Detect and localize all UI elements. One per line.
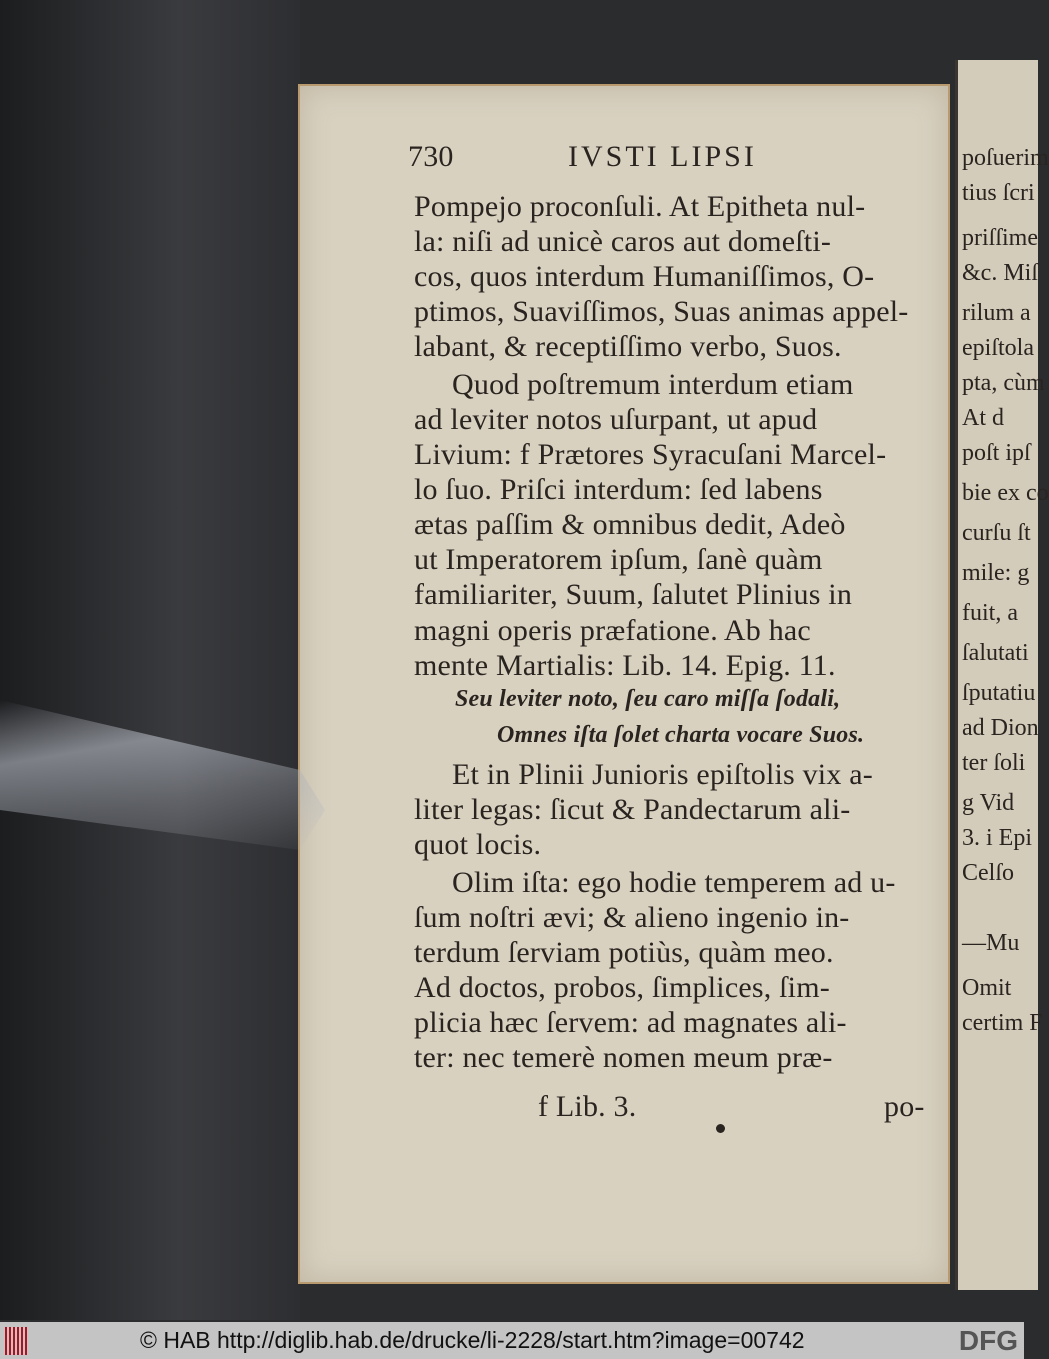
text-line: la: niſi ad unicè caros aut domeſti-: [414, 225, 832, 258]
page-number: 730: [408, 140, 454, 173]
facing-page-line: poſt ipſ: [962, 440, 1031, 466]
facing-page-line: mile: g: [962, 560, 1030, 586]
facing-page-line: g Vid: [962, 790, 1015, 816]
facing-page-line: priſſime: [962, 225, 1038, 251]
facing-page-line: Omit: [962, 975, 1012, 1001]
facing-page-line: poſuerim: [962, 145, 1049, 171]
text-line: Et in Plinii Junioris epiſtolis vix a-: [452, 758, 873, 791]
text-line: familiariter, Suum, ſalutet Plinius in: [414, 578, 853, 611]
hab-logo-icon: [5, 1327, 27, 1355]
footer-bar: [0, 1322, 1024, 1359]
facing-page-line: rilum a: [962, 300, 1031, 326]
text-line: magni operis præfatione. Ab hac: [414, 614, 811, 647]
facing-page-line: ſalutati: [962, 640, 1029, 666]
text-line: quot locis.: [414, 828, 542, 861]
text-line: terdum ſerviam potiùs, quàm meo.: [414, 936, 834, 969]
background-left: [0, 0, 300, 1320]
text-line: lo ſuo. Priſci interdum: ſed labens: [414, 473, 823, 506]
facing-page-line: curſu ſt: [962, 520, 1031, 546]
text-line: Omnes iſta ſolet charta vocare Suos.: [497, 722, 865, 748]
text-line: ætas paſſim & omnibus dedit, Adeò: [414, 508, 846, 541]
text-line: cos, quos interdum Humaniſſimos, O-: [414, 260, 875, 293]
facing-page-line: ſputatiu: [962, 680, 1036, 706]
text-line: Ad doctos, probos, ſimplices, ſim-: [414, 971, 830, 1004]
facing-page-line: &c. Miſ: [962, 260, 1038, 286]
text-line: liter legas: ſicut & Pandectarum ali-: [414, 793, 851, 826]
text-line: ter: nec temerè nomen meum præ-: [414, 1041, 833, 1074]
facing-page-line: ad Dion: [962, 715, 1039, 741]
footnote: f Lib. 3.: [538, 1090, 637, 1123]
text-line: ſum noſtri ævi; & alieno ingenio in-: [414, 901, 850, 934]
facing-page-line: tius ſcri: [962, 180, 1035, 206]
text-line: mente Martialis: Lib. 14. Epig. 11.: [414, 649, 836, 682]
catchword: po-: [884, 1090, 925, 1123]
text-line: ad leviter notos uſurpant, ut apud: [414, 403, 818, 436]
facing-page-line: fuit, a: [962, 600, 1018, 626]
text-line: Olim iſta: ego hodie temperem ad u-: [452, 866, 896, 899]
text-line: plicia hæc ſervem: ad magnates ali-: [414, 1006, 847, 1039]
facing-page-line: —Mu: [962, 930, 1020, 956]
text-line: ut Imperatorem ipſum, ſanè quàm: [414, 543, 823, 576]
facing-page-line: At d: [962, 405, 1004, 431]
text-line: ptimos, Suaviſſimos, Suas animas appel-: [414, 295, 909, 328]
facing-page-line: bie ex co: [962, 480, 1049, 506]
facing-page-line: ter ſoli: [962, 750, 1026, 776]
text-line: labant, & receptiſſimo verbo, Suos.: [414, 330, 842, 363]
text-line: Quod poſtremum interdum etiam: [452, 368, 854, 401]
facing-page-line: certim F: [962, 1010, 1043, 1036]
dfg-logo: DFG: [958, 1325, 1018, 1356]
footer-credit[interactable]: © HAB http://diglib.hab.de/drucke/li-2228/start.htm?image=00742: [140, 1327, 805, 1353]
facing-page-line: Celſo: [962, 860, 1014, 886]
text-line: Livium: f Prætores Syracuſani Marcel-: [414, 438, 887, 471]
facing-page-line: pta, cùm: [962, 370, 1045, 396]
text-line: Seu leviter noto, ſeu caro miſſa ſodali,: [455, 686, 841, 712]
facing-page-line: 3. i Epi: [962, 825, 1032, 851]
ink-dot: [716, 1124, 725, 1133]
facing-page-line: epiſtola: [962, 335, 1034, 361]
text-line: Pompejo proconſuli. At Epitheta nul-: [414, 190, 866, 223]
running-head: IVSTI LIPSI: [568, 140, 757, 173]
